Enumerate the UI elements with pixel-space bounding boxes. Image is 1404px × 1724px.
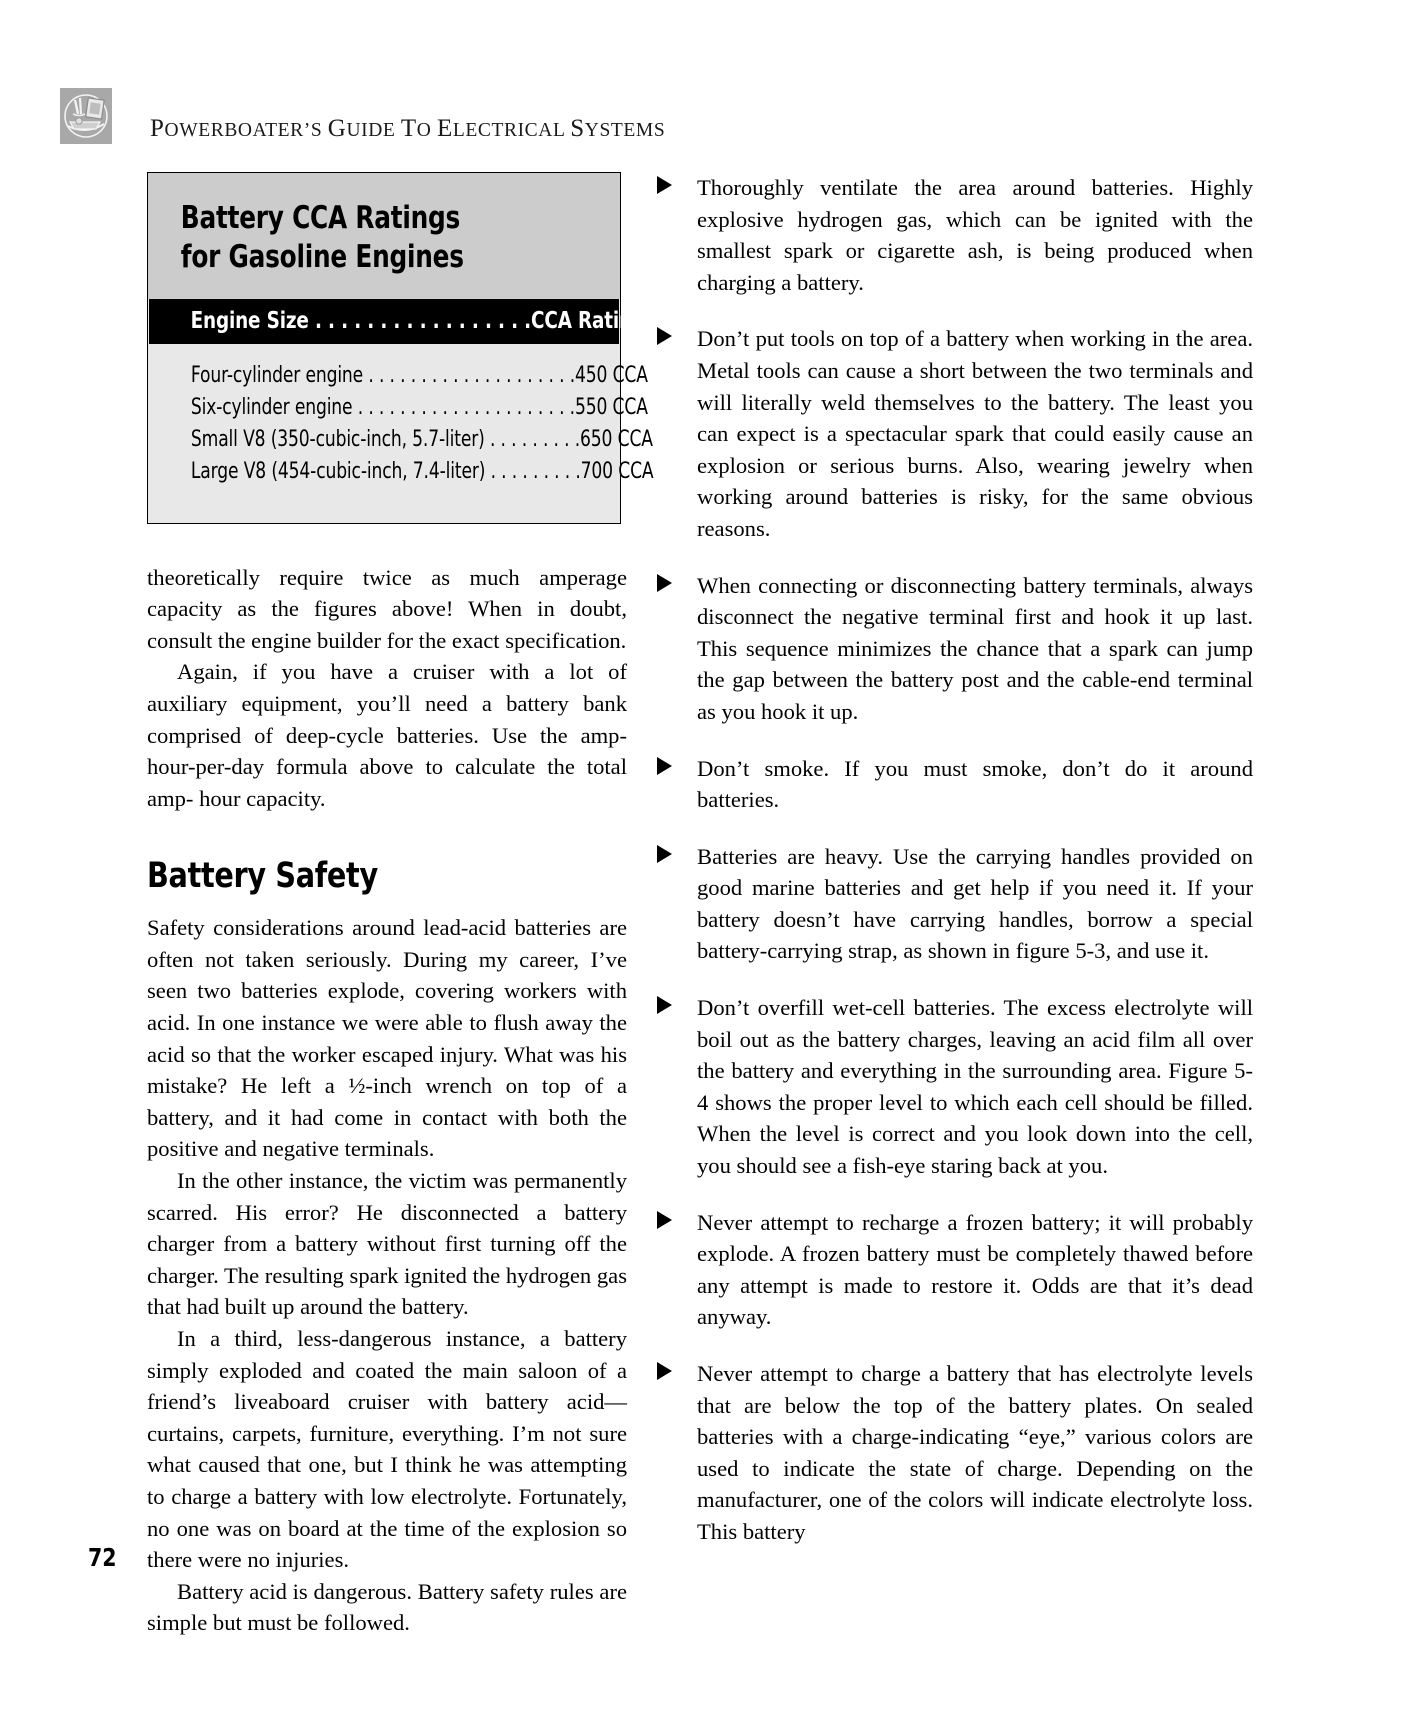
- triangle-bullet-icon: [657, 996, 672, 1014]
- list-item: [653, 172, 1253, 298]
- triangle-bullet-icon: [657, 1362, 672, 1380]
- list-item: [653, 992, 1253, 1182]
- cca-table-title-line-1: Battery CCA Ratings: [180, 200, 461, 236]
- triangle-bullet-icon: [657, 757, 672, 775]
- boat-workshop-illustration-icon: [60, 88, 112, 144]
- right-column: [653, 172, 1253, 1548]
- list-item-text: Don’t put tools on top of a battery when working in the area. Metal tools can cause a short between the two terminals and will literally weld themselves to the battery. The least you can expect is a spectacular spark that could easily cause an explosion or serious burns. Also, wearing jewelry when working around batteries is risky, for the same obvious reasons.: [697, 326, 1253, 541]
- list-item: [653, 753, 1253, 816]
- triangle-bullet-icon: [657, 327, 672, 345]
- list-item-text: When connecting or disconnecting battery terminals, always disconnect the negative terminal first and hook it up last. This sequence minimizes the chance that a spark can jump the gap between the battery post and the cable-end terminal as you hook it up.: [697, 572, 1253, 724]
- section-heading-battery-safety: Battery Safety: [147, 856, 378, 897]
- table-row: Large V8 (454-cubic-inch, 7.4-liter) . . . . . . . . .700 CCA: [190, 459, 654, 485]
- cca-table-header-row: [149, 299, 646, 344]
- running-head-title: POWERBOATER’S GUIDE TO ELECTRICAL SYSTEMS: [150, 115, 666, 142]
- list-item-text: Thoroughly ventilate the area around batteries. Highly explosive hydrogen gas, which can be ignited with the smallest spark or cigarette ash, is being produced when charging a battery.: [697, 175, 1253, 295]
- table-row: Small V8 (350-cubic-inch, 5.7-liter) . . . . . . . . .650 CCA: [190, 427, 653, 453]
- body-paragraph: Battery acid is dangerous. Battery safety rules are simple but must be followed.: [147, 1578, 627, 1636]
- cca-table-title-line-2: for Gasoline Engines: [180, 239, 464, 276]
- body-paragraph: In the other instance, the victim was permanently scarred. His error? He disconnected a battery charger from a battery without first turning off the charger. The resulting spark ignited the hydrogen gas that had built up around the battery.: [147, 1168, 627, 1320]
- list-item: [653, 570, 1253, 728]
- cca-table-header-label: Engine Size . . . . . . . . . . . . . . . . .CCA Rating: [190, 308, 646, 335]
- body-paragraph: Safety considerations around lead-acid batteries are often not taken seriously. During my career, I’ve seen two batteries explode, covering workers with acid. In one instance we were able to flush away the acid so that the worker escaped injury. What was his mistake? He left a ½-inch wrench on top of a battery, and it had come in contact with both the positive and negative terminals.: [147, 915, 627, 1162]
- list-item: [653, 841, 1253, 967]
- list-item: [653, 1207, 1253, 1333]
- cca-table-title: [148, 173, 620, 299]
- safety-bullet-list: [653, 172, 1253, 1548]
- cca-table-body: [148, 344, 654, 522]
- left-column: [147, 172, 654, 1639]
- body-paragraph: In a third, less-dangerous instance, a battery simply exploded and coated the main saloon of a friend’s liveaboard cruiser with battery acid—curtains, carpets, furniture, everything. I’m not sure what caused that one, but I think he was attempting to charge a battery with low electrolyte. Fortunately, no one was on board at the time of the explosion so there were no injuries.: [147, 1326, 627, 1573]
- body-paragraph: theoretically require twice as much amperage capacity as the figures above! When in doubt, consult the engine builder for the exact specification.: [147, 564, 627, 653]
- list-item-text: Don’t overfill wet-cell batteries. The excess electrolyte will boil out as the battery charges, leaving an acid film all over the battery and everything in the surrounding area. Figure 5-4 shows the proper level to which each cell should be filled. When the level is correct and you look down into the cell, you should see a fish-eye staring back at you.: [697, 995, 1253, 1179]
- running-head: [60, 88, 1340, 150]
- triangle-bullet-icon: [657, 845, 672, 863]
- triangle-bullet-icon: [657, 574, 672, 592]
- cca-ratings-table: [147, 172, 654, 524]
- list-item-text: Don’t smoke. If you must smoke, don’t do it around batteries.: [697, 755, 1253, 813]
- table-row: Four-cylinder engine . . . . . . . . . . . . . . . . . . . .450 CCA: [190, 363, 648, 389]
- page-number: 72: [88, 1543, 117, 1572]
- table-row: Six-cylinder engine . . . . . . . . . . . . . . . . . . . . .550 CCA: [190, 395, 648, 421]
- triangle-bullet-icon: [657, 176, 672, 194]
- list-item-text: Never attempt to charge a battery that has electrolyte levels that are below the top of the battery plates. On sealed batteries with a charge-indicating “eye,” various colors are used to indicate the state of charge. Depending on the manufacturer, one of the colors will indicate electrolyte loss. This battery: [697, 1361, 1253, 1544]
- triangle-bullet-icon: [657, 1211, 672, 1229]
- list-item-text: Never attempt to recharge a frozen battery; it will probably explode. A frozen battery must be completely thawed before any attempt is made to restore it. Odds are that it’s dead anyway.: [697, 1209, 1253, 1330]
- list-item: [653, 1358, 1253, 1548]
- list-item-text: Batteries are heavy. Use the carrying handles provided on good marine batteries and get help if you need it. If your battery doesn’t have carrying handles, borrow a special battery-carrying strap, as shown in figure 5-3, and use it.: [697, 843, 1253, 964]
- body-paragraph: Again, if you have a cruiser with a lot of auxiliary equipment, you’ll need a battery bank comprised of deep-cycle batteries. Use the amp-hour-per-day formula above to calculate the total amp- hour capacity.: [147, 659, 627, 811]
- list-item: [653, 323, 1253, 544]
